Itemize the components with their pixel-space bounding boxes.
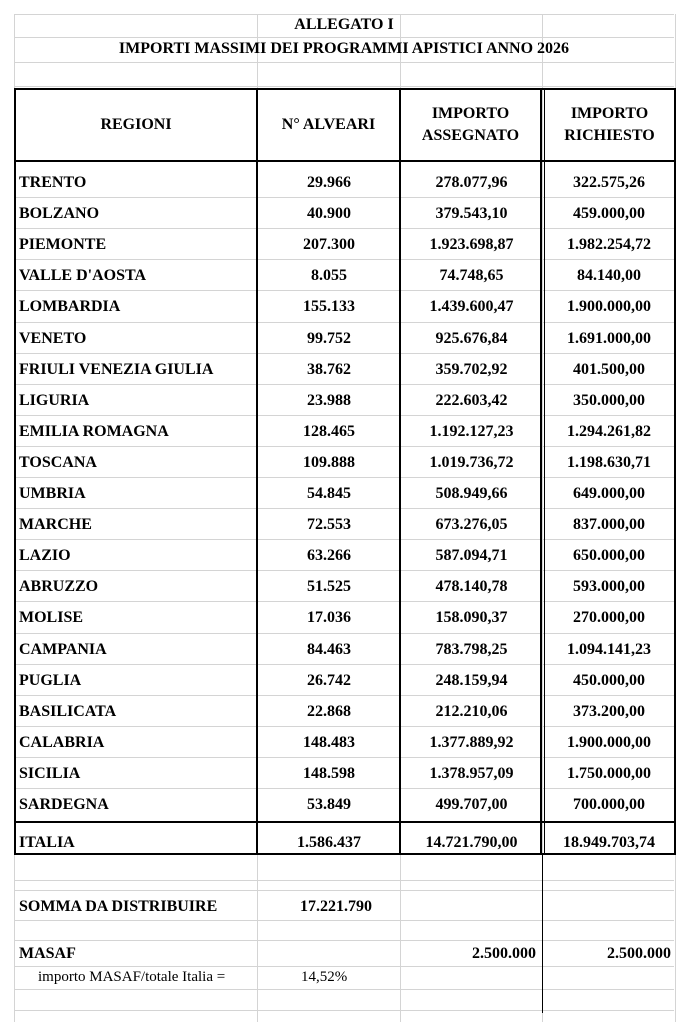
column-header-regioni: REGIONI bbox=[100, 116, 172, 133]
grid-row-line bbox=[14, 880, 674, 881]
importo-assegnato-value: 783.798,25 bbox=[435, 641, 508, 658]
alveari-value: 29.966 bbox=[307, 174, 351, 191]
alveari-value: 51.525 bbox=[307, 578, 351, 595]
total-richiesto: 18.949.703,74 bbox=[563, 834, 655, 851]
importo-richiesto-value: 1.294.261,82 bbox=[567, 423, 651, 440]
grid-row-line bbox=[14, 1010, 674, 1011]
alveari-value: 99.752 bbox=[307, 330, 351, 347]
importo-richiesto-value: 1.750.000,00 bbox=[567, 765, 651, 782]
region-name: LAZIO bbox=[19, 547, 71, 564]
alveari-value: 63.266 bbox=[307, 547, 351, 564]
region-name: VENETO bbox=[19, 330, 87, 347]
importo-assegnato-value: 1.019.736,72 bbox=[429, 454, 514, 471]
importo-assegnato-value: 379.543,10 bbox=[435, 205, 508, 222]
alveari-value: 23.988 bbox=[307, 392, 351, 409]
region-name: BASILICATA bbox=[19, 703, 117, 720]
region-name: BOLZANO bbox=[19, 205, 100, 222]
region-name: LOMBARDIA bbox=[19, 298, 121, 315]
somma-label: SOMMA DA DISTRIBUIRE bbox=[19, 898, 218, 915]
alveari-value: 17.036 bbox=[307, 609, 351, 626]
alveari-value: 53.849 bbox=[307, 796, 351, 813]
importo-richiesto-value: 593.000,00 bbox=[573, 578, 645, 595]
importo-richiesto-value: 1.198.630,71 bbox=[567, 454, 651, 471]
importo-assegnato-value: 499.707,00 bbox=[435, 796, 508, 813]
page-title: ALLEGATO I bbox=[294, 16, 394, 33]
alveari-value: 26.742 bbox=[307, 672, 351, 689]
region-name: CAMPANIA bbox=[19, 641, 107, 658]
region-name: PIEMONTE bbox=[19, 236, 107, 253]
importo-assegnato-value: 222.603,42 bbox=[435, 392, 508, 409]
total-assegnato: 14.721.790,00 bbox=[425, 834, 518, 851]
table-border bbox=[540, 88, 542, 855]
importo-assegnato-value: 158.090,37 bbox=[435, 609, 508, 626]
region-name: UMBRIA bbox=[19, 485, 86, 502]
alveari-value: 72.553 bbox=[307, 516, 351, 533]
region-name: MARCHE bbox=[19, 516, 92, 533]
table-border bbox=[14, 821, 676, 823]
grid-row-line bbox=[14, 62, 674, 63]
column-header-richiesto: IMPORTO RICHIESTO bbox=[564, 105, 655, 144]
alveari-value: 128.465 bbox=[303, 423, 355, 440]
alveari-value: 54.845 bbox=[307, 485, 351, 502]
column-header-assegnato: IMPORTO ASSEGNATO bbox=[421, 105, 520, 144]
importo-richiesto-value: 700.000,00 bbox=[573, 796, 645, 813]
importo-assegnato-value: 278.077,96 bbox=[435, 174, 508, 191]
importo-richiesto-value: 1.094.141,23 bbox=[567, 641, 651, 658]
region-name: FRIULI VENEZIA GIULIA bbox=[19, 361, 214, 378]
importo-assegnato-value: 1.378.957,09 bbox=[429, 765, 514, 782]
table-border bbox=[674, 88, 676, 855]
region-name: SICILIA bbox=[19, 765, 81, 782]
region-name: MOLISE bbox=[19, 609, 84, 626]
importo-assegnato-value: 1.439.600,47 bbox=[429, 298, 514, 315]
importo-richiesto-value: 401.500,00 bbox=[573, 361, 645, 378]
region-name: ABRUZZO bbox=[19, 578, 99, 595]
alveari-value: 148.598 bbox=[303, 765, 355, 782]
importo-assegnato-value: 1.377.889,92 bbox=[429, 734, 514, 751]
importo-assegnato-value: 359.702,92 bbox=[435, 361, 508, 378]
importo-richiesto-value: 459.000,00 bbox=[573, 205, 645, 222]
importo-richiesto-value: 649.000,00 bbox=[573, 485, 645, 502]
table-border bbox=[256, 88, 258, 855]
masaf-assegnato: 2.500.000 bbox=[472, 945, 536, 962]
alveari-value: 22.868 bbox=[307, 703, 351, 720]
alveari-value: 8.055 bbox=[311, 267, 347, 284]
importo-assegnato-value: 248.159,94 bbox=[435, 672, 508, 689]
masaf-label: MASAF bbox=[19, 945, 76, 962]
table-border bbox=[14, 88, 16, 855]
importo-richiesto-value: 373.200,00 bbox=[573, 703, 645, 720]
importo-richiesto-value: 1.900.000,00 bbox=[567, 734, 651, 751]
importo-richiesto-value: 450.000,00 bbox=[573, 672, 645, 689]
importo-assegnato-value: 1.192.127,23 bbox=[429, 423, 514, 440]
region-name: SARDEGNA bbox=[19, 796, 109, 813]
grid-row-line bbox=[14, 14, 674, 15]
importo-assegnato-value: 74.748,65 bbox=[439, 267, 504, 284]
total-alveari: 1.586.437 bbox=[297, 834, 361, 851]
alveari-value: 207.300 bbox=[303, 236, 355, 253]
importo-assegnato-value: 673.276,05 bbox=[435, 516, 508, 533]
region-name: EMILIA ROMAGNA bbox=[19, 423, 169, 440]
region-name: VALLE D'AOSTA bbox=[19, 267, 146, 284]
importo-richiesto-value: 1.691.000,00 bbox=[567, 330, 651, 347]
alveari-value: 40.900 bbox=[307, 205, 351, 222]
importo-assegnato-value: 212.210,06 bbox=[435, 703, 508, 720]
table-border bbox=[14, 160, 676, 162]
ratio-label: importo MASAF/totale Italia = bbox=[38, 969, 226, 985]
alveari-value: 38.762 bbox=[307, 361, 351, 378]
alveari-value: 148.483 bbox=[303, 734, 355, 751]
importo-richiesto-value: 650.000,00 bbox=[573, 547, 645, 564]
alveari-value: 109.888 bbox=[303, 454, 355, 471]
importo-assegnato-value: 925.676,84 bbox=[435, 330, 508, 347]
importo-assegnato-value: 1.923.698,87 bbox=[429, 236, 514, 253]
page-subtitle: IMPORTI MASSIMI DEI PROGRAMMI APISTICI ANNO 2026 bbox=[118, 40, 570, 57]
region-name: TOSCANA bbox=[19, 454, 97, 471]
importo-richiesto-value: 322.575,26 bbox=[573, 174, 645, 191]
grid-row-line bbox=[14, 37, 674, 38]
importo-richiesto-value: 84.140,00 bbox=[577, 267, 641, 284]
column-header-alveari: N° ALVEARI bbox=[281, 116, 376, 133]
alveari-value: 155.133 bbox=[303, 298, 355, 315]
importo-assegnato-value: 478.140,78 bbox=[435, 578, 508, 595]
importo-richiesto-value: 270.000,00 bbox=[573, 609, 645, 626]
importo-assegnato-value: 508.949,66 bbox=[435, 485, 508, 502]
ratio-value: 14,52% bbox=[301, 969, 348, 985]
somma-value: 17.221.790 bbox=[300, 898, 372, 915]
grid-row-line bbox=[14, 86, 674, 87]
importo-richiesto-value: 1.982.254,72 bbox=[567, 236, 651, 253]
alveari-value: 84.463 bbox=[307, 641, 351, 658]
table-border bbox=[399, 88, 401, 855]
total-label: ITALIA bbox=[19, 834, 75, 851]
footer-border bbox=[542, 855, 543, 1013]
importo-richiesto-value: 1.900.000,00 bbox=[567, 298, 651, 315]
importo-richiesto-value: 837.000,00 bbox=[573, 516, 645, 533]
region-name: LIGURIA bbox=[19, 392, 90, 409]
importo-assegnato-value: 587.094,71 bbox=[435, 547, 508, 564]
importo-richiesto-value: 350.000,00 bbox=[573, 392, 645, 409]
region-name: TRENTO bbox=[19, 174, 87, 191]
region-name: CALABRIA bbox=[19, 734, 105, 751]
region-name: PUGLIA bbox=[19, 672, 82, 689]
masaf-richiesto: 2.500.000 bbox=[607, 945, 671, 962]
